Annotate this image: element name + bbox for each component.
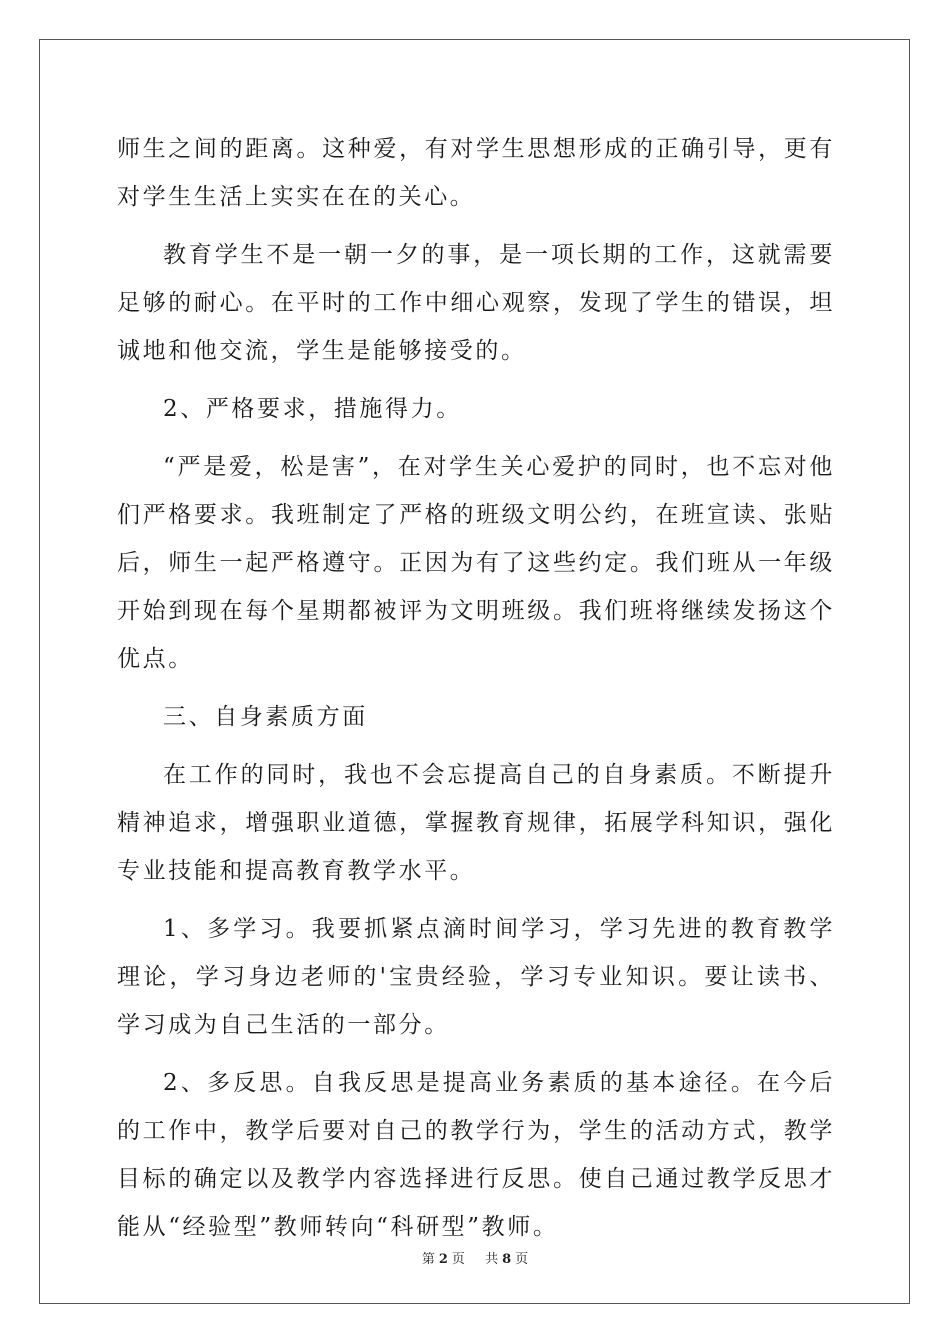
page-suffix: 页	[451, 1252, 465, 1267]
paragraph: 师生之间的距离。这种爱，有对学生思想形成的正确引导，更有对学生生活上实实在在的关心。	[117, 136, 835, 210]
section-heading: 三、自身素质方面	[163, 704, 368, 730]
paragraph: 教育学生不是一朝一夕的事，是一项长期的工作，这就需要足够的耐心。在平时的工作中细心观察，发现了学生的错误，坦诚地和他交流，学生是能够接受的。	[117, 242, 835, 364]
paragraph: 1、多学习。我要抓紧点滴时间学习，学习先进的教育教学理论，学习身边老师的'宝贵经验，学习专业知识。要让读书、学习成为自己生活的一部分。	[117, 916, 835, 1038]
paragraph: 2、严格要求，措施得力。	[163, 396, 462, 422]
total-suffix: 页	[515, 1252, 529, 1267]
paragraph: “严是爱，松是害”，在对学生关心爱护的同时，也不忘对他们严格要求。我班制定了严格的班级文明公约，在班宣读、张贴后，师生一起严格遵守。正因为有了这些约定。我们班从一年级开始到现在每个星期都被评为文明班级。我们班将继续发扬这个优点。	[117, 454, 835, 672]
page-total	[481, 1252, 532, 1267]
page-prefix: 第	[421, 1252, 435, 1267]
current-page: 2	[438, 1252, 448, 1267]
page-footer	[0, 1248, 950, 1267]
document-body	[117, 125, 835, 1261]
paragraph: 在工作的同时，我也不会忘提高自己的自身素质。不断提升精神追求，增强职业道德，掌握教育规律，拓展学科知识，强化专业技能和提高教育教学水平。	[117, 762, 835, 884]
paragraph: 2、多反思。自我反思是提高业务素质的基本途径。在今后的工作中，教学后要对自己的教学行为，学生的活动方式，教学目标的确定以及教学内容选择进行反思。使自己通过教学反思才能从“经验型”教师转向“科研型”教师。	[117, 1070, 835, 1240]
total-prefix: 共	[485, 1252, 499, 1267]
page-number	[418, 1252, 469, 1267]
total-pages: 8	[502, 1252, 512, 1267]
